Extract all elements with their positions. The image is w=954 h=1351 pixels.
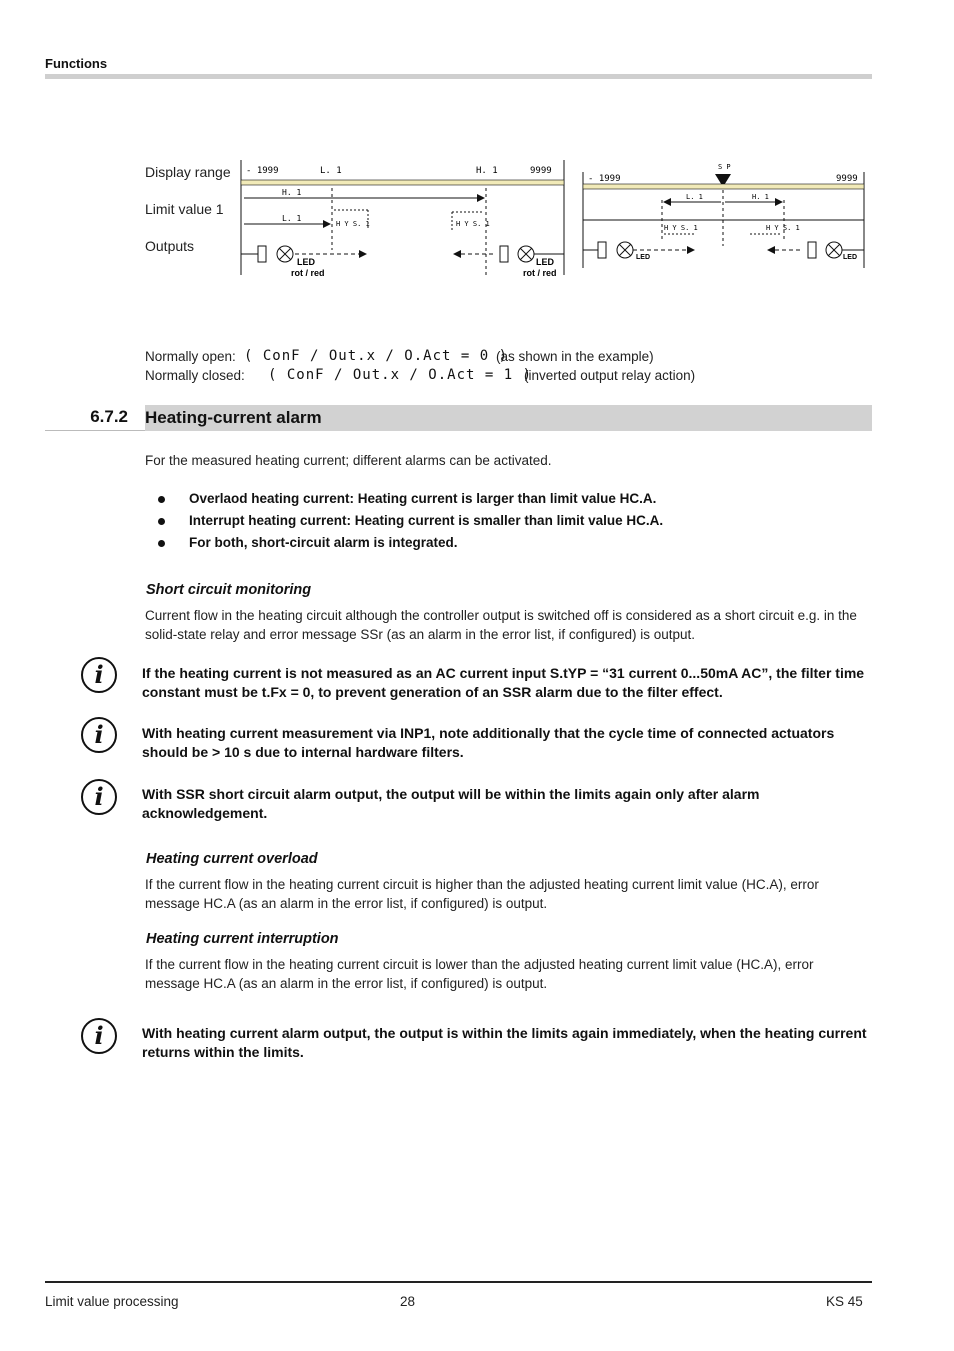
note-text: With SSR short circuit alarm output, the output will be within the limits again only after alarm acknowledgement. (142, 786, 760, 821)
right-hys-2: H Y S. 1 (766, 224, 800, 232)
overload-text: If the current flow in the heating current circuit is higher than the adjusted heating current limit value (HC.A), error message HC.A (as an alarm in the error list, if configured) is output. (145, 877, 819, 911)
limit-diagram-left (238, 160, 568, 282)
footer-rule (45, 1281, 872, 1283)
note-text: If the heating current is not measured as an AC current input S.tYP = “31 current 0...50mA AC”, the filter time constant must be t.Fx = 0, to prevent generation of an SSR alarm due to the filter effect. (142, 665, 865, 700)
info-icon: i (81, 717, 117, 753)
right-sp: S P (718, 163, 731, 171)
note-text: With heating current alarm output, the output is within the limits again immediately, when the heating current returns within the limits. (142, 1025, 867, 1060)
info-icon: i (81, 779, 117, 815)
footer-product: KS 45 (826, 1294, 863, 1309)
right-l1: L. 1 (686, 193, 703, 201)
bullet-item: Interrupt heating current: Heating current is smaller than limit value HC.A. (158, 513, 663, 528)
left-max: 9999 (530, 166, 552, 176)
left-l1-arrow: L. 1 (282, 214, 302, 223)
footer-chapter: Limit value processing (45, 1294, 179, 1309)
label-outputs: Outputs (145, 238, 195, 254)
bullet-item: Overlaod heating current: Heating current is larger than limit value HC.A. (158, 491, 656, 506)
right-max: 9999 (836, 174, 858, 184)
info-icon: i (81, 657, 117, 693)
section-number: 6.7.2 (90, 407, 128, 426)
mode-closed-note: (inverted output relay action) (524, 368, 696, 383)
left-hys-2: H Y S. 1 (456, 220, 490, 228)
right-led-2: LED (843, 254, 857, 261)
footer-page-number: 28 (400, 1294, 416, 1309)
mode-open-note: (as shown in the example) (496, 349, 654, 364)
subheading-overload: Heating current overload (146, 851, 318, 867)
mode-closed-label: Normally closed: (145, 368, 245, 383)
right-led-1: LED (636, 254, 650, 261)
interruption-text: If the current flow in the heating current circuit is lower than the adjusted heating current limit value (HC.A), error message HC.A (as an alarm in the error list, if configured) is output. (145, 957, 814, 991)
left-l1: L. 1 (320, 166, 342, 176)
note-text: With heating current measurement via INP1, note additionally that the cycle time of connected actuators should be > 10 s due to internal hardware filters. (142, 725, 835, 760)
header-section-title: Functions (45, 56, 108, 71)
header-rule (45, 74, 872, 79)
left-led-color-1: rot / red (291, 268, 325, 278)
left-h1: H. 1 (476, 166, 498, 176)
right-h1: H. 1 (752, 193, 769, 201)
short-circuit-text: Current flow in the heating circuit although the controller output is switched off is considered as a short circuit e.g. in the solid-state relay and error message SSr (as an alarm in the error list, if configured) is output. (145, 608, 857, 642)
left-h1-arrow: H. 1 (282, 188, 302, 197)
right-hys-1: H Y S. 1 (664, 224, 698, 232)
left-hys-1: H Y S. 1 (336, 220, 370, 228)
mode-open-label: Normally open: (145, 349, 236, 364)
left-led-2: LED (536, 257, 554, 267)
label-display-range: Display range (145, 164, 231, 180)
section-title: Heating-current alarm (145, 408, 322, 427)
right-min: - 1999 (588, 174, 621, 184)
subheading-short-circuit: Short circuit monitoring (146, 582, 312, 598)
limit-diagram-right (580, 160, 868, 272)
left-led-color-2: rot / red (523, 268, 557, 278)
left-led-1: LED (297, 257, 315, 267)
mode-closed-code: ( ConF / Out.x / O.Act = 1 ) (268, 367, 533, 383)
info-icon: i (81, 1018, 117, 1054)
bullet-item: For both, short-circuit alarm is integrated. (158, 535, 458, 550)
mode-open-code: ( ConF / Out.x / O.Act = 0 ) (244, 348, 509, 364)
label-limit-value-1: Limit value 1 (145, 201, 224, 217)
section-number-rule (45, 430, 145, 431)
left-min: - 1999 (246, 166, 279, 176)
intro-text: For the measured heating current; different alarms can be activated. (145, 453, 552, 468)
subheading-interruption: Heating current interruption (146, 931, 339, 947)
